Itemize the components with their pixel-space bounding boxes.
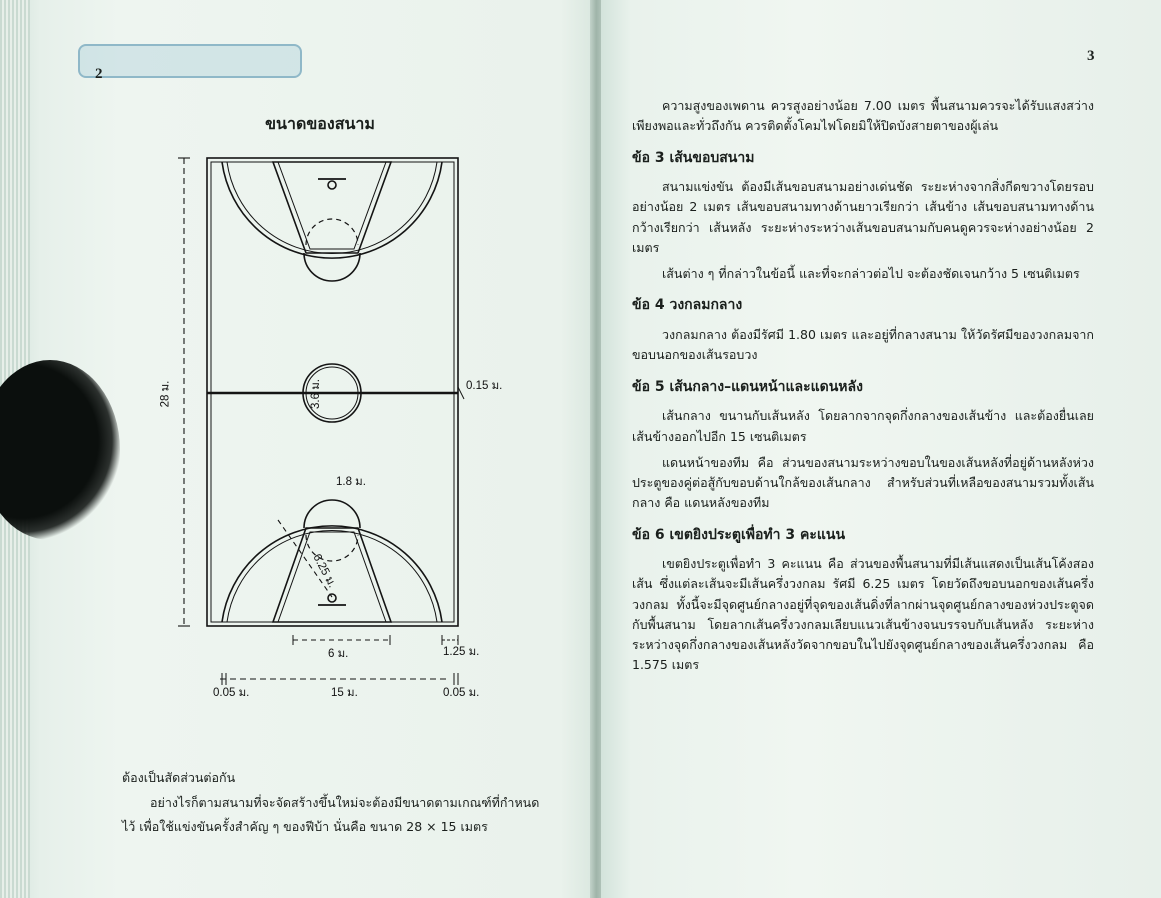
edge-right-label: 0.05 ม. (443, 687, 480, 699)
center-circle-diameter-label: 3.6 ม. (309, 379, 322, 409)
section-heading-5: ข้อ 5 เส้นกลาง–แดนหน้าและแดนหลัง (632, 378, 863, 395)
finger-shadow (0, 360, 120, 540)
left-page-number: 2 (95, 66, 103, 82)
court-width-label: 15 ม. (331, 687, 358, 699)
bottom-hoop (328, 594, 336, 602)
left-body-text (122, 768, 592, 836)
bottom-free-throw-arc (304, 500, 360, 528)
section-3-paragraph-1: สนามแข่งขัน ต้องมีเส้นขอบสนามอย่างเด่นชัด ระยะห่างจากสิ่งกีดขวางโดยรอบอย่างน้อย 2 เมตร เส้นขอบสนามทางด้านยาวเรียกว่า เส้นข้าง เส้นขอบสนามทางด้านกว้างเรียกว่า เส้นหลัง ระยะห่างระหว่างเส้นขอบสนามกับคนดูควรจะห่างอย่างน้อย 2 เมตร (632, 179, 1094, 255)
section-heading-4: ข้อ 4 วงกลมกลาง (632, 297, 743, 314)
left-text-line-2: อย่างไรก็ตามสนามที่จะจัดสร้างขึ้นใหม่จะต้องมีขนาดตามเกณฑ์ที่กำหนด (150, 795, 540, 811)
right-page-number: 3 (1087, 48, 1095, 64)
edge-left-label: 0.05 ม. (213, 687, 250, 699)
diagram-title: ขนาดของสนาม (265, 114, 375, 133)
section-heading-6: ข้อ 6 เขตยิงประตูเพื่อทำ 3 คะแนน (632, 526, 846, 543)
section-heading-3: ข้อ 3 เส้นขอบสนาม (632, 149, 755, 166)
basketball-court-diagram (160, 145, 503, 705)
three-point-side-label: 1.25 ม. (443, 646, 480, 658)
three-point-radius-label: 6.25 ม. (310, 552, 339, 590)
line-width-label: 0.15 ม. (466, 380, 503, 392)
section-3-paragraph-2: เส้นต่าง ๆ ที่กล่าวในข้อนี้ และที่จะกล่าวต่อไป จะต้องชัดเจนกว้าง 5 เซนติเมตร (662, 266, 1080, 282)
court-length-label: 28 ม. (159, 380, 172, 408)
key-width-label: 6 ม. (328, 648, 349, 660)
header-stamp (78, 44, 302, 78)
section-5-paragraph-2: แดนหน้าของทีม คือ ส่วนของสนามระหว่างขอบในของเส้นหลังที่อยู่ด้านหลังห่วงประตูของคู่ต่อสู้กับขอบด้านใกล้ของเส้นกลาง สำหรับส่วนที่เหลือของสนามรวมทั้งเส้นกลาง คือ แดนหลังของทีม (632, 454, 1094, 511)
free-throw-width-label: 1.8 ม. (336, 476, 366, 488)
right-body-text (632, 96, 1094, 682)
section-4-paragraph-1: วงกลมกลาง ต้องมีรัศมี 1.80 เมตร และอยู่ที่กลางสนาม ให้วัดรัศมีของวงกลมจากขอบนอกของเส้นรอบวง (632, 327, 1094, 363)
section-6-paragraph-1: เขตยิงประตูเพื่อทำ 3 คะแนน คือ ส่วนของพื้นสนามที่มีเส้นแสดงเป็นเส้นโค้งสองเส้น ซึ่งแต่ละเส้นจะมีเส้นครึ่งวงกลม รัศมี 6.25 เมตร โดยวัดถึงขอบนอกของเส้นครึ่งวงกลม ทั้งนี้จะมีจุดศูนย์กลางอยู่ที่จุดของเส้นดิ่งที่ลากผ่านจุดศูนย์กลางของห่วงประตูจดกับพื้นสนาม โดยลากเส้นครึ่งวงกลมเลียบแนวเส้นข้างจนบรรจบกับเส้นหลัง ระยะห่างระหว่างจุดกึ่งกลางของเส้นหลังวัดจากขอบในไปยังจุดศูนย์กลางของเส้นครึ่งวงกลม คือ 1.575 เมตร (632, 556, 1094, 673)
left-text-line-1: ต้องเป็นสัดส่วนต่อกัน (122, 770, 236, 785)
section-5-paragraph-1: เส้นกลาง ขนานกับเส้นหลัง โดยลากจากจุดกึ่งกลางของเส้นข้าง และต้องยื่นเลยเส้นข้างออกไปอีก 15 เซนติเมตร (632, 408, 1094, 444)
left-text-line-3: ไว้ เพื่อใช้แข่งขันครั้งสำคัญ ๆ ของฟีบ้า นั่นคือ ขนาด 28 × 15 เมตร (122, 818, 488, 834)
intro-paragraph: ความสูงของเพดาน ควรสูงอย่างน้อย 7.00 เมตร พื้นสนามควรจะได้รับแสงสว่างเพียงพอและทั่วถึงกัน ควรติดตั้งโคมไฟโดยมิให้ปิดบังสายตาของผู้เล่น (632, 98, 1094, 134)
top-hoop (328, 181, 336, 189)
top-key (273, 162, 391, 253)
top-three-point-arc (222, 162, 442, 258)
